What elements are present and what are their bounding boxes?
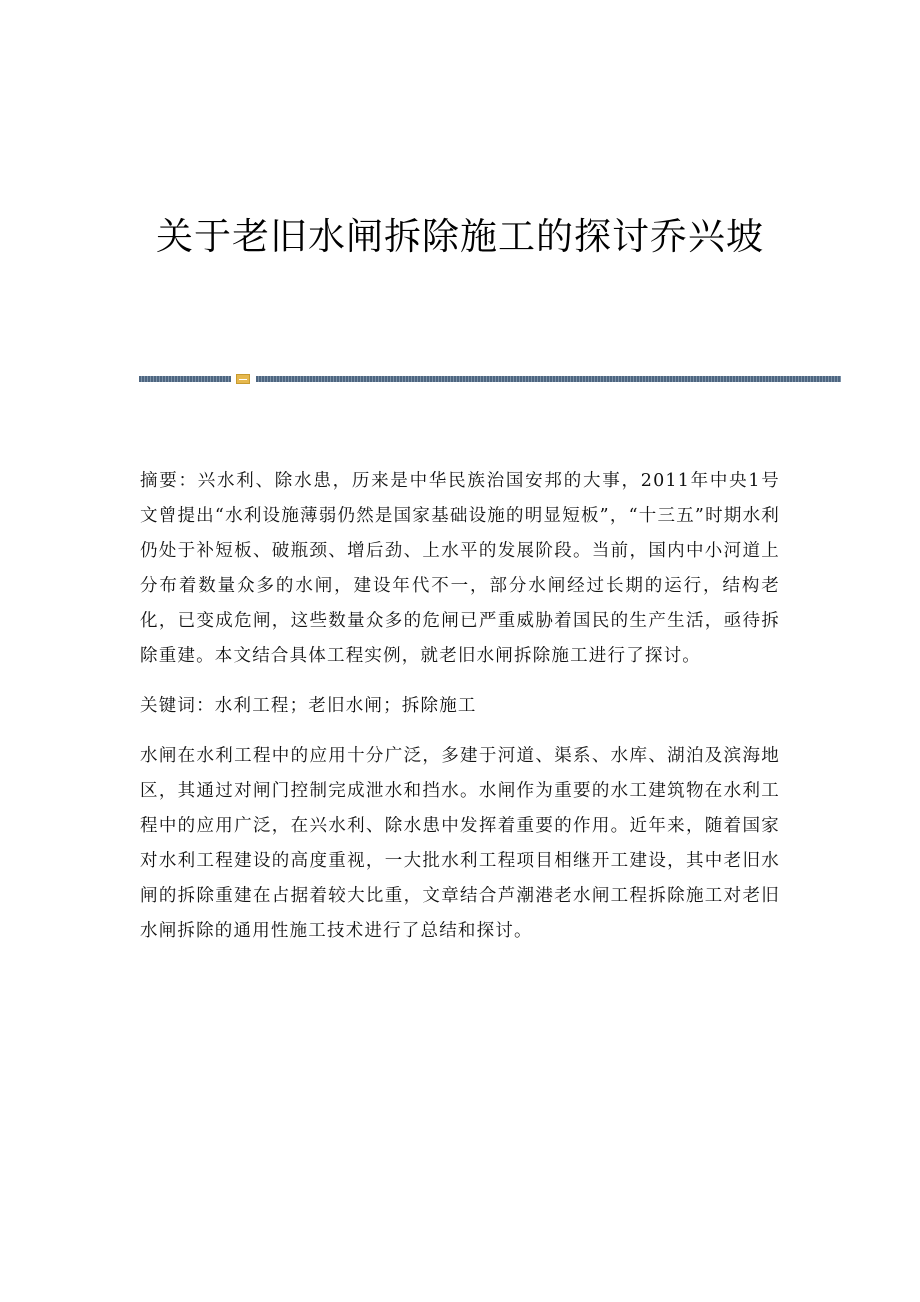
- divider-emblem-icon: [236, 374, 250, 384]
- divider-bar-right: [256, 376, 841, 382]
- intro-paragraph: 水闸在水利工程中的应用十分广泛，多建于河道、渠系、水库、湖泊及滨海地区，其通过对闸门控制完成泄水和挡水。水闸作为重要的水工建筑物在水利工程中的应用广泛，在兴水利、除水患中发挥着重要的作用。近年来，随着国家对水利工程建设的高度重视，一大批水利工程项目相继开工建设，其中老旧水闸的拆除重建在占据着较大比重，文章结合芦潮港老水闸工程拆除施工对老旧水闸拆除的通用性施工技术进行了总结和探讨。: [140, 746, 780, 941]
- document-body: [140, 464, 780, 949]
- abstract-paragraph: 摘要：兴水利、除水患，历来是中华民族治国安邦的大事，2011年中央1号文曾提出“水利设施薄弱仍然是国家基础设施的明显短板”，“十三五”时期水利仍处于补短板、破瓶颈、增后劲、上水平的发展阶段。当前，国内中小河道上分布着数量众多的水闸，建设年代不一，部分水闸经过长期的运行，结构老化，已变成危闸，这些数量众多的危闸已严重威胁着国民的生产生活，亟待拆除重建。本文结合具体工程实例，就老旧水闸拆除施工进行了探讨。: [140, 471, 780, 666]
- document-title: 关于老旧水闸拆除施工的探讨乔兴坡: [156, 215, 764, 258]
- title-divider: [139, 374, 841, 384]
- divider-bar-left: [139, 376, 231, 382]
- keywords-paragraph: 关键词：水利工程；老旧水闸；拆除施工: [140, 696, 477, 716]
